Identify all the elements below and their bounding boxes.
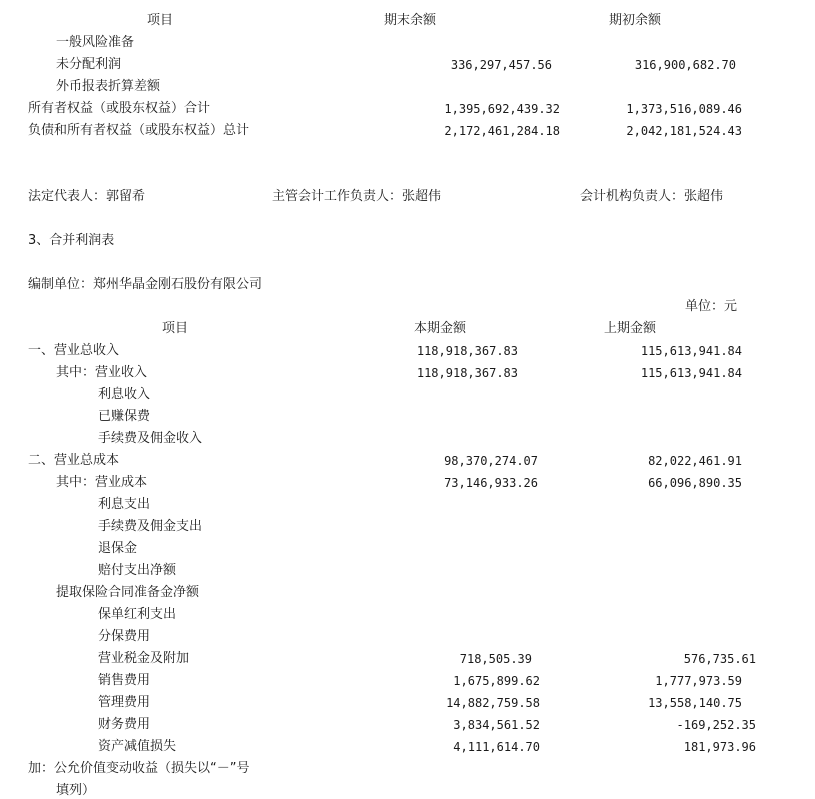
- income-row-label: 已赚保费: [98, 409, 151, 424]
- income-row-label: 二、营业总成本: [28, 453, 120, 468]
- income-row-label: 其中：营业收入: [56, 365, 148, 380]
- balance-header-end: 期末余额: [383, 13, 436, 28]
- balance-row-end: 336,297,457.56: [450, 58, 552, 72]
- income-row-current: 98,370,274.07: [444, 454, 538, 468]
- income-header-current: 本期金额: [413, 321, 466, 336]
- income-row-label: 营业税金及附加: [98, 651, 190, 666]
- income-row-label: 分保费用: [98, 629, 151, 644]
- income-row-previous: 115,613,941.84: [640, 344, 742, 358]
- accounting-org-head: 会计机构负责人：张超伟: [580, 189, 724, 204]
- currency-unit: 单位：元: [685, 299, 738, 314]
- income-row-current: 73,146,933.26: [444, 476, 538, 490]
- income-row-label: 保单红利支出: [98, 607, 177, 622]
- income-row-current: 1,675,899.62: [453, 674, 540, 688]
- income-row-label: 销售费用: [98, 673, 151, 688]
- balance-header-begin: 期初余额: [608, 13, 661, 28]
- income-row-label: 利息支出: [98, 497, 151, 512]
- income-row-label: 加：公允价值变动收益（损失以“－”号: [28, 761, 250, 776]
- income-row-previous: 13,558,140.75: [648, 696, 742, 710]
- income-row-previous: 82,022,461.91: [648, 454, 742, 468]
- compiler-unit: 编制单位：郑州华晶金刚石股份有限公司: [28, 277, 263, 292]
- income-row-label: 手续费及佣金收入: [98, 431, 203, 446]
- legal-representative: 法定代表人：郭留希: [28, 189, 146, 204]
- income-row-label: 手续费及佣金支出: [98, 519, 203, 534]
- income-row-label: 赔付支出净额: [98, 563, 177, 578]
- balance-header-item: 项目: [146, 13, 173, 28]
- income-row-previous: 1,777,973.59: [655, 674, 742, 688]
- income-row-current: 3,834,561.52: [453, 718, 540, 732]
- balance-row-label: 未分配利润: [56, 57, 122, 72]
- income-row-label: 财务费用: [98, 717, 151, 732]
- balance-row-label: 一般风险准备: [56, 35, 135, 50]
- accounting-head: 主管会计工作负责人：张超伟: [272, 189, 442, 204]
- income-row-label: 利息收入: [98, 387, 151, 402]
- income-header-previous: 上期金额: [603, 321, 656, 336]
- income-row-current: 14,882,759.58: [446, 696, 540, 710]
- income-row-label: 管理费用: [98, 695, 151, 710]
- balance-row-end: 2,172,461,284.18: [444, 124, 560, 138]
- balance-row-label: 外币报表折算差额: [56, 79, 161, 94]
- income-row-label: 资产减值损失: [98, 739, 177, 754]
- balance-row-begin: 2,042,181,524.43: [626, 124, 742, 138]
- income-row-current: 718,505.39: [459, 652, 532, 666]
- income-header-item: 项目: [161, 321, 188, 336]
- balance-row-end: 1,395,692,439.32: [444, 102, 560, 116]
- income-row-current: 118,918,367.83: [416, 344, 518, 358]
- income-row-label: 退保金: [98, 541, 138, 556]
- income-row-previous: 66,096,890.35: [648, 476, 742, 490]
- income-row-label: 一、营业总收入: [28, 343, 120, 358]
- section-title: 3、合并利润表: [28, 233, 115, 248]
- balance-row-begin: 316,900,682.70: [634, 58, 736, 72]
- income-row-label: 其中：营业成本: [56, 475, 148, 490]
- income-row-previous: 115,613,941.84: [640, 366, 742, 380]
- balance-row-label: 所有者权益（或股东权益）合计: [28, 101, 211, 116]
- income-row-current: 4,111,614.70: [453, 740, 540, 754]
- income-row-previous: 181,973.96: [683, 740, 756, 754]
- income-row-previous: 576,735.61: [683, 652, 756, 666]
- balance-row-label: 负债和所有者权益（或股东权益）总计: [28, 123, 250, 138]
- balance-row-begin: 1,373,516,089.46: [626, 102, 742, 116]
- income-row-label: 提取保险合同准备金净额: [56, 585, 200, 600]
- income-row-label: 填列）: [56, 783, 96, 798]
- income-row-current: 118,918,367.83: [416, 366, 518, 380]
- income-row-previous: -169,252.35: [676, 718, 756, 732]
